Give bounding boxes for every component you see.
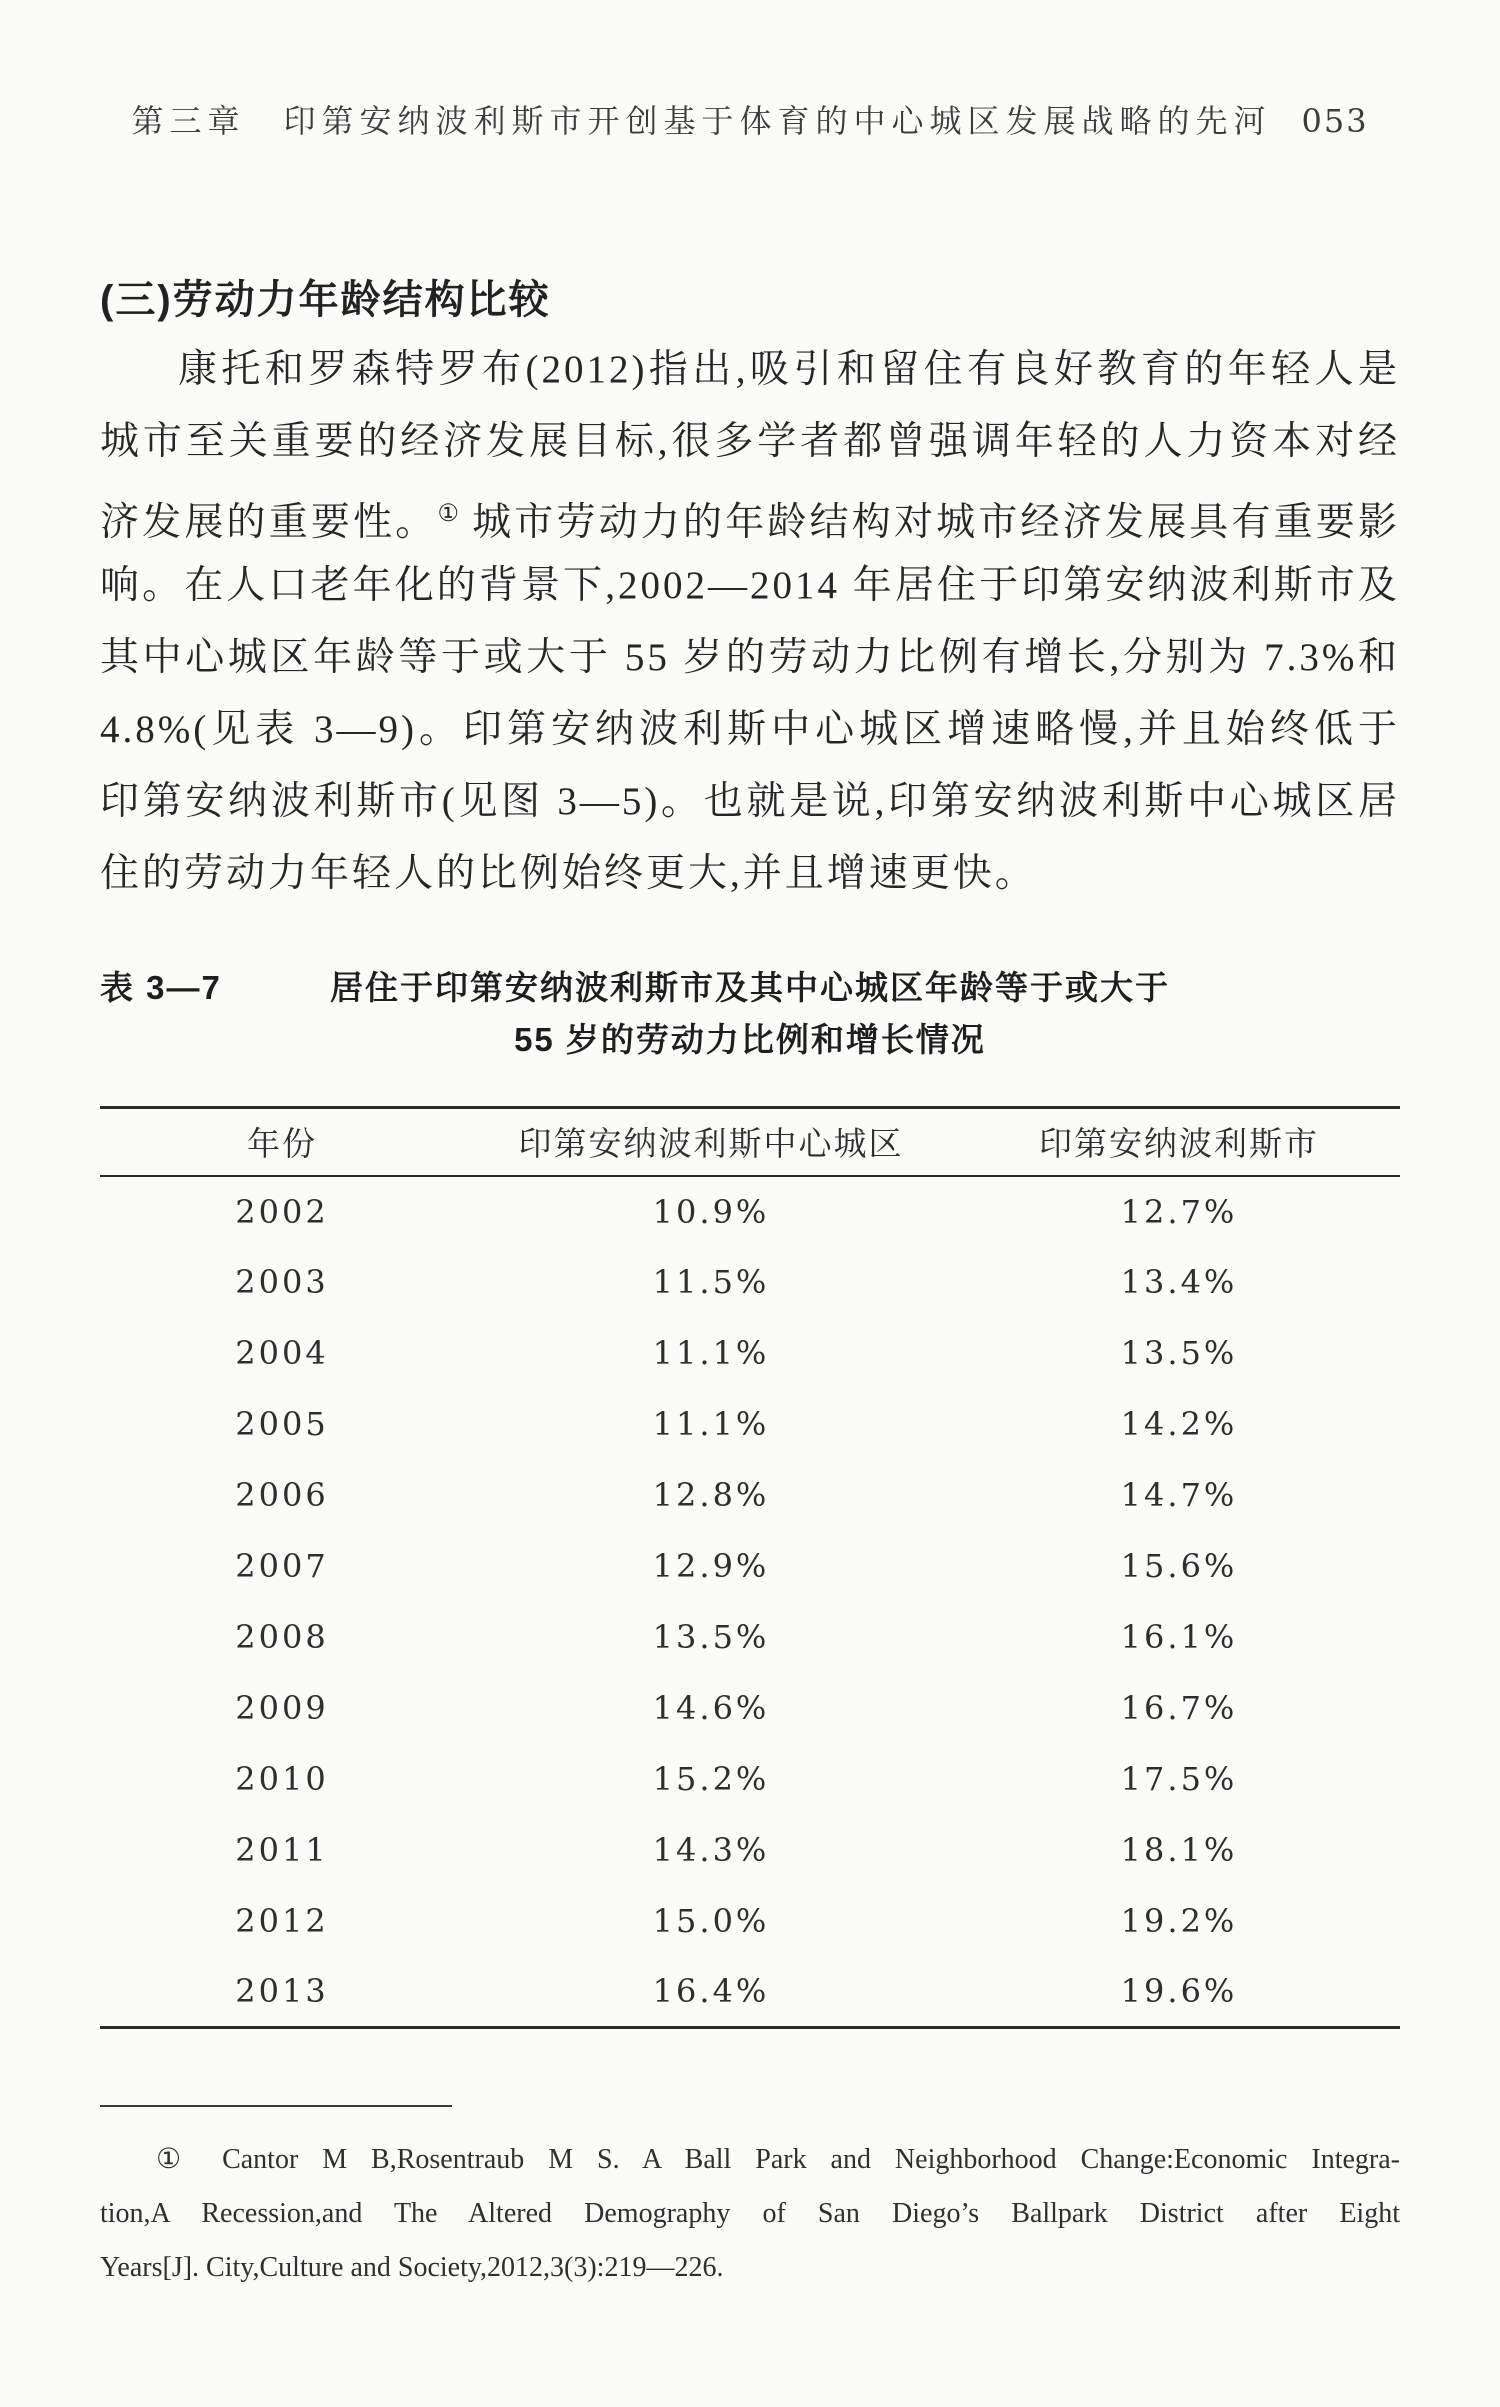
table-cell: 12.8% <box>652 1476 770 1514</box>
table-row <box>100 1460 1400 1531</box>
table-row <box>100 1957 1400 2028</box>
column-header-downtown: 印第安纳波利斯中心城区 <box>518 1127 904 1164</box>
table-cell: 2012 <box>235 1902 329 1940</box>
running-head <box>100 96 1400 140</box>
page-number: 053 <box>1301 102 1369 140</box>
footnote <box>100 2133 1400 2295</box>
paragraph-line: 其中心城区年龄等于或大于 55 岁的劳动力比例有增长,分别为 7.3%和 <box>100 636 1400 679</box>
table-caption <box>100 962 1400 1070</box>
paragraph-line: 城市至关重要的经济发展目标,很多学者都曾强调年轻的人力资本对经 <box>100 420 1400 463</box>
table-cell: 12.9% <box>652 1547 770 1585</box>
footnote-marker: ① <box>156 2144 199 2175</box>
paragraph-line: 住的劳动力年轻人的比例始终更大,并且增速更快。 <box>100 852 1037 895</box>
table-row <box>100 1176 1400 1247</box>
table-row <box>100 1815 1400 1886</box>
table-cell: 2013 <box>235 1972 329 2011</box>
footnote-line: tion,A Recession,and The Altered Demography of San Diego’s Ballpark District after Eight <box>100 2198 1400 2229</box>
table-cell: 14.6% <box>652 1689 770 1727</box>
table-cell: 14.3% <box>652 1831 770 1869</box>
chapter-title: 第三章 印第安纳波利斯市开创基于体育的中心城区发展战略的先河 <box>131 103 1272 139</box>
table-row <box>100 1389 1400 1460</box>
paragraph-text: 城市劳动力的年龄结构对城市经济发展具有重要影 <box>459 501 1400 544</box>
table-title-line2: 55 岁的劳动力比例和增长情况 <box>514 1021 986 1058</box>
table-cell: 2009 <box>235 1689 329 1727</box>
table-cell: 2004 <box>235 1334 329 1372</box>
paragraph-line: 康托和罗森特罗布(2012)指出,吸引和留住有良好教育的年轻人是 <box>178 348 1400 391</box>
table-cell: 12.7% <box>1120 1192 1238 1231</box>
table-cell: 2005 <box>235 1405 329 1443</box>
paragraph-line: 印第安纳波利斯市(见图 3—5)。也就是说,印第安纳波利斯中心城区居 <box>100 780 1400 823</box>
table-row <box>100 1673 1400 1744</box>
table-cell: 18.1% <box>1120 1831 1238 1869</box>
footnote-line: Years[J]. City,Culture and Society,2012,3(3):219—226. <box>100 2252 724 2283</box>
table-cell: 2003 <box>235 1263 329 1301</box>
table-header-row <box>100 1108 1400 1176</box>
paragraph-text: 济发展的重要性。 <box>100 501 438 544</box>
paragraph-line <box>100 478 1400 550</box>
table-cell: 14.2% <box>1120 1405 1238 1443</box>
table-cell: 2007 <box>235 1547 329 1585</box>
table-cell: 15.6% <box>1120 1547 1238 1585</box>
table-cell: 17.5% <box>1120 1760 1238 1798</box>
table-cell: 2002 <box>235 1192 329 1231</box>
table-cell: 13.5% <box>652 1618 770 1656</box>
table-cell: 2011 <box>235 1831 329 1869</box>
table-cell: 16.1% <box>1120 1618 1238 1656</box>
table-cell: 10.9% <box>652 1192 770 1231</box>
table-cell: 13.4% <box>1120 1263 1238 1301</box>
table-cell: 14.7% <box>1120 1476 1238 1514</box>
table-cell: 2010 <box>235 1760 329 1798</box>
table-cell: 19.6% <box>1120 1972 1238 2011</box>
paragraph-line: 响。在人口老年化的背景下,2002—2014 年居住于印第安纳波利斯市及 <box>100 564 1400 607</box>
table-row <box>100 1318 1400 1389</box>
table-cell: 11.5% <box>652 1263 770 1301</box>
table-cell: 2006 <box>235 1476 329 1514</box>
table-cell: 16.7% <box>1120 1689 1238 1727</box>
table-row <box>100 1531 1400 1602</box>
paragraph-line: 4.8%(见表 3—9)。印第安纳波利斯中心城区增速略慢,并且始终低于 <box>100 708 1400 751</box>
table-row <box>100 1744 1400 1815</box>
footnote-line <box>100 2133 1400 2187</box>
table-label: 表 3—7 <box>100 969 222 1006</box>
column-header-year: 年份 <box>247 1127 317 1164</box>
table-cell: 19.2% <box>1120 1902 1238 1940</box>
section-heading: (三)劳动力年龄结构比较 <box>100 278 551 322</box>
labor-force-table <box>100 1106 1400 2029</box>
footnote-text: Cantor M B,Rosentraub M S. A Ball Park and Neighborhood Change:Economic Integra- <box>222 2144 1401 2175</box>
table-cell: 2008 <box>235 1618 329 1656</box>
table-caption-row1 <box>100 962 1400 1014</box>
table-row <box>100 1247 1400 1318</box>
footnote-separator <box>100 2105 452 2107</box>
table-cell: 11.1% <box>652 1334 770 1372</box>
table-row <box>100 1886 1400 1957</box>
table-row <box>100 1602 1400 1673</box>
table-cell: 11.1% <box>652 1405 770 1443</box>
table-cell: 15.0% <box>652 1902 770 1940</box>
column-header-city: 印第安纳波利斯市 <box>1039 1127 1319 1164</box>
table-cell: 15.2% <box>652 1760 770 1798</box>
table-cell: 16.4% <box>652 1972 770 2011</box>
footnote-reference: ① <box>437 501 460 527</box>
table-cell: 13.5% <box>1120 1334 1238 1372</box>
table-title-line1: 居住于印第安纳波利斯市及其中心城区年龄等于或大于 <box>330 969 1170 1006</box>
body-paragraph <box>100 334 1400 910</box>
